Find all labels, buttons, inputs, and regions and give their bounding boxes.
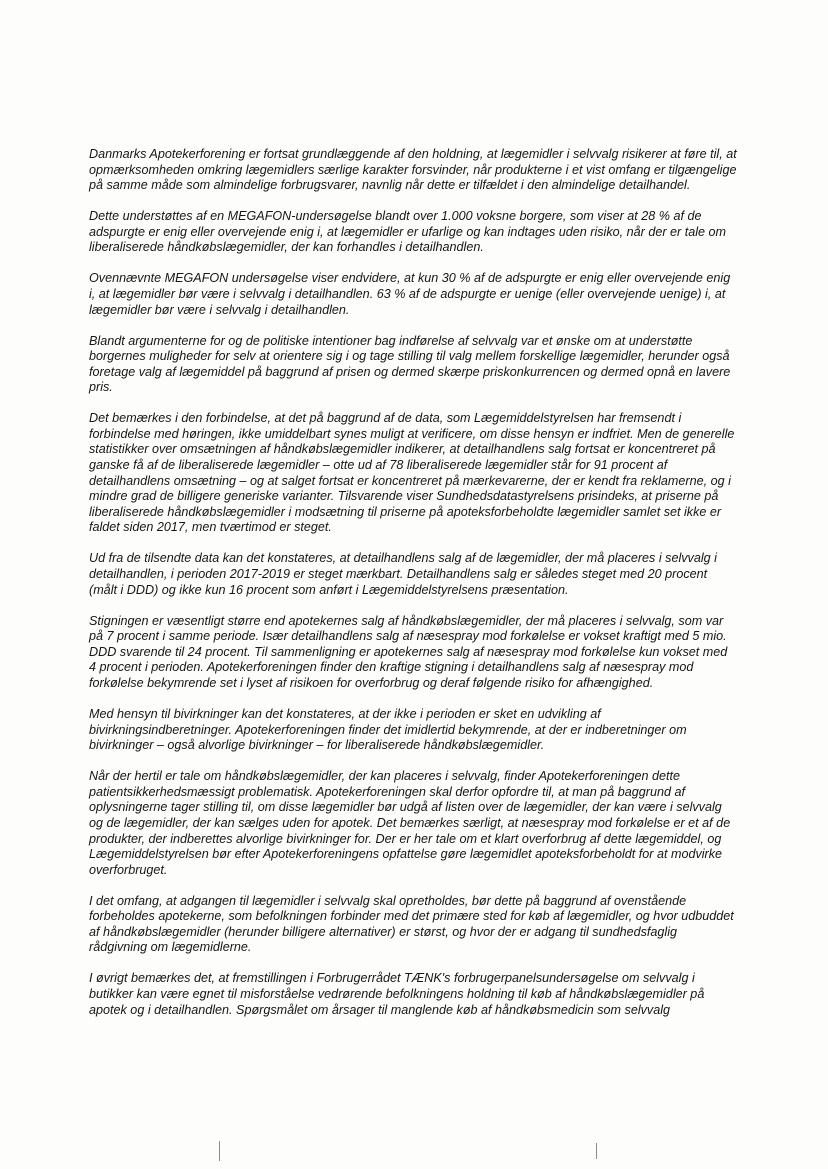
paragraph-selvvalg-apotekerne: I det omfang, at adgangen til lægemidler i selvvalg skal opretholdes, bør dette på baggrund af ovenstående forbeholdes apotekerne, som befolkningen forbinder med det primære sted for køb af lægemidler, og hvor udbuddet af håndkøbslægemidler (herunder billigere alternativer) er størst, og hvor der er adgang til sundhedsfaglig rådgivning om lægemidlerne. — [89, 893, 734, 955]
document-body — [89, 147, 737, 1034]
paragraph-statistikker-omsaetning: Det bemærkes i den forbindelse, at det på baggrund af de data, som Lægemiddelstyrelsen har fremsendt i forbindelse med høringen, ikke umiddelbart synes muligt at verificere, om disse hensyn er indfriet. Men de generelle statistikker over omsætningen af håndkøbslægemidler indikerer, at detailhandlens salg fortsat er koncentreret på ganske få af de liberaliserede lægemidler – otte ud af 78 liberaliserede lægemidler står for 91 procent af detailhandlens omsætning – og at salget fortsat er koncentreret på mærkevarerne, der er kendt fra reklamerne, og i mindre grad de billigere generiske varianter. Tilsvarende viser Sundhedsdatastyrelsens prisindeks, at priserne på liberaliserede håndkøbslægemidler i modsætning til priserne på apoteksforbeholdte lægemidler samlet set ikke er faldet siden 2017, men tværtimod er steget. — [89, 411, 735, 535]
scan-edge-mark-left — [219, 1141, 220, 1161]
paragraph-megafon-30-procent: Ovennævnte MEGAFON undersøgelse viser endvidere, at kun 30 % af de adspurgte er enig eller overvejende enig i, at lægemidler bør være i selvvalg i detailhandlen. 63 % af de adspurgte er uenige (eller overvejende uenige) i, at lægemidler bør være i selvvalg i detailhandlen. — [89, 271, 731, 317]
paragraph-patientsikkerhed: Når der hertil er tale om håndkøbslægemidler, der kan placeres i selvvalg, finder Apotekerforeningen dette patientsikkerhedsmæssigt problematisk. Apotekerforeningen skal derfor opfordre til, at man på baggrund af oplysningerne tager stilling til, om disse lægemidler bør udgå af listen over de lægemidler, der kan være i selvvalg og de lægemidler, der kan sælges uden for apotek. Det bemærkes særligt, at næsespray mod forkølelse er et af de produkter, der indberettes alvorlige bivirkninger for. Der er her tale om et klart overforbrug af dette lægemiddel, og Lægemiddelstyrelsen bør efter Apotekerforeningens opfattelse gøre lægemidlet apoteksforbeholdt for at modvirke overforbruget. — [89, 769, 731, 877]
paragraph-apotekerforening-holdning: Danmarks Apotekerforening er fortsat grundlæggende af den holdning, at lægemidler i selvvalg risikerer at føre til, at opmærksomheden omkring lægemidlers særlige karakter forsvinder, når produkterne i et vist omfang er tilgængelige på samme måde som almindelige forbrugsvarer, navnlig når dette er tilfældet i den almindelige detailhandel. — [89, 147, 737, 193]
paragraph-forbrugerraadet-taenk: I øvrigt bemærkes det, at fremstillingen i Forbrugerrådet TÆNK's forbrugerpanelsundersøgelse om selvvalg i butikker kan være egnet til misforståelse vedrørende befolkningens holdning til køb af håndkøbslægemidler på apotek og i detailhandlen. Spørgsmålet om årsager til manglende køb af håndkøbsmedicin som selvvalg — [89, 971, 705, 1017]
paragraph-tilsendte-data: Ud fra de tilsendte data kan det konstateres, at detailhandlens salg af de lægemidler, der må placeres i selvvalg i detailhandlen, i perioden 2017-2019 er steget mærkbart. Detailhandlens salg er således steget med 20 procent (målt i DDD) og ikke kun 16 procent som anført i Lægemiddelstyrelsens præsentation. — [89, 551, 717, 597]
scan-edge-mark-right — [596, 1143, 597, 1159]
paragraph-bivirkninger: Med hensyn til bivirkninger kan det konstateres, at der ikke i perioden er sket en udvikling af bivirkningsindberetninger. Apotekerforeningen finder det imidlertid bekymrende, at der er indberetninger om bivirkninger – også alvorlige bivirkninger – for liberaliserede håndkøbslægemidler. — [89, 706, 687, 753]
paragraph-naesespray-stigning: Stigningen er væsentligt større end apotekernes salg af håndkøbslægemidler, der må placeres i selvvalg, som var på 7 procent i samme periode. Især detailhandlens salg af næsespray mod forkølelse er vokset kraftigt med 5 mio. DDD svarende til 24 procent. Til sammenligning er apotekernes salg af næsespray mod forkølelse kun vokset med 4 procent i perioden. Apotekerforeningen finder den kraftige stigning i detailhandlens salg af næsespray mod forkølelse bekymrende set i lyset af risikoen for overforbrug og deraf følgende risiko for afhængighed. — [89, 613, 728, 690]
paragraph-megafon-28-procent: Dette understøttes af en MEGAFON-undersøgelse blandt over 1.000 voksne borgere, som viser at 28 % af de adspurgte er enig eller overvejende enig i, at lægemidler er ufarlige og kan indtages uden risiko, når der er tale om liberaliserede håndkøbslægemidler, der kan forhandles i detailhandlen. — [89, 209, 727, 255]
paragraph-politiske-intentioner: Blandt argumenterne for og de politiske intentioner bag indførelse af selvvalg var et ønske om at understøtte borgernes muligheder for selv at orientere sig i og tage stilling til valg mellem forskellige lægemidler, herunder også foretage valg af lægemiddel på baggrund af prisen og dermed skærpe priskonkurrencen og dermed opnå en lavere pris. — [89, 333, 731, 395]
